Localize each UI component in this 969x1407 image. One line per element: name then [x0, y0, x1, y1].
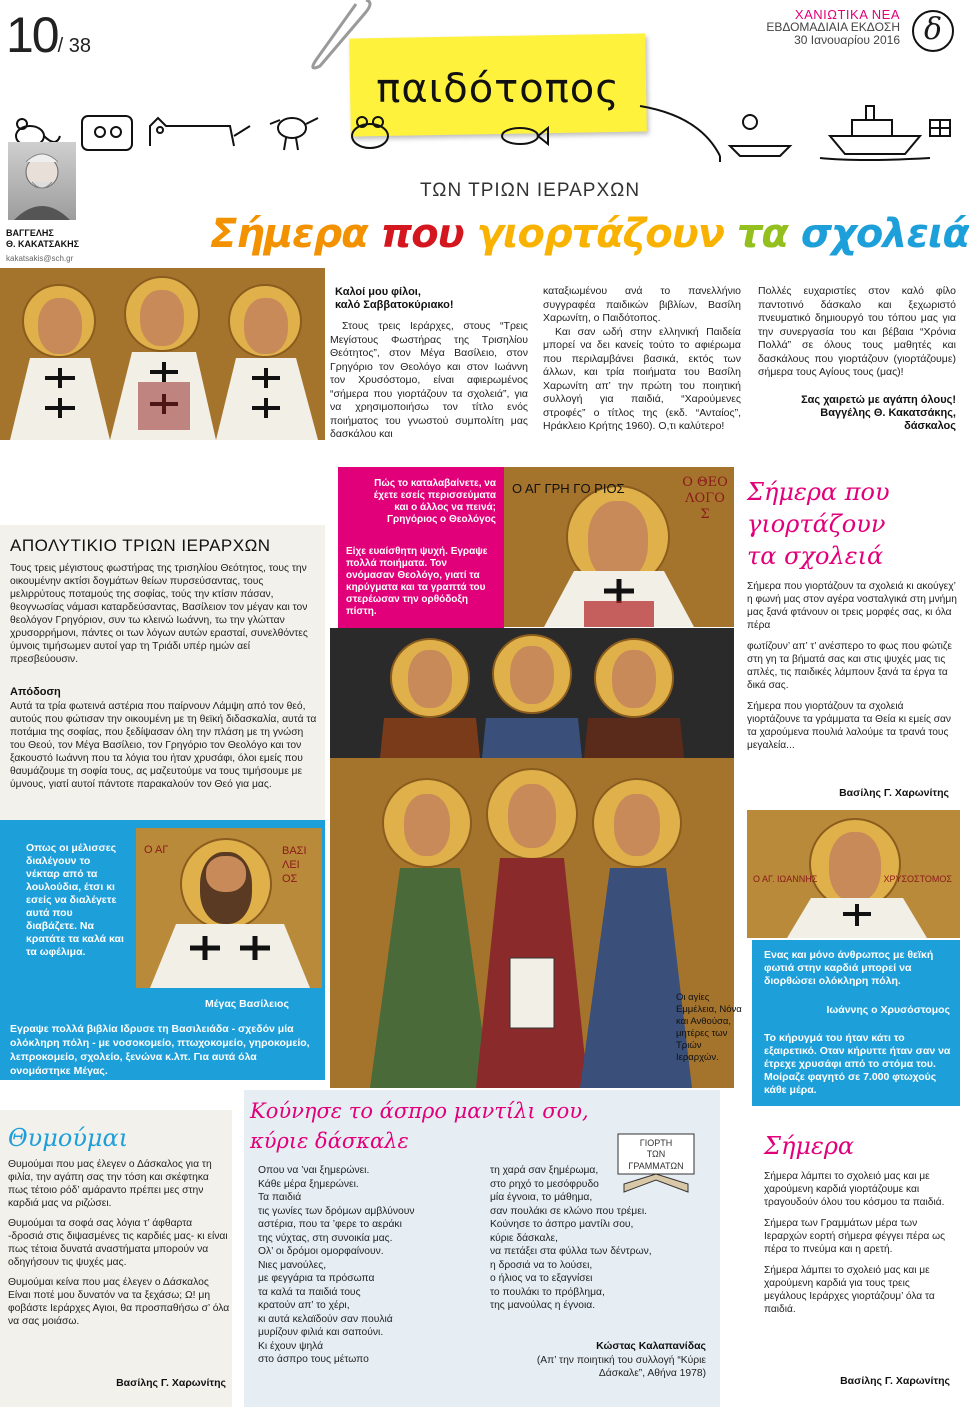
paperclip-icon: [296, 0, 386, 70]
apolytikio-title: ΑΠΟΛΥΤΙΚΙΟ ΤΡΙΩΝ ΙΕΡΑΡΧΩΝ: [10, 536, 271, 555]
kounise-left-line: της νύχτας, στη συνοικία μας.: [258, 1232, 393, 1244]
article-column-1: Στους τρεις Ιεράρχες, στους “Τρεις Μεγίστους Φωστήρας της Τρισηλίου Θεότητος”, στον Μέγα Βασίλειο, στον Γρηγόριο τον Θεολόγο και στον Ιωάννη τον Χρυσόστομο, είναι αφιερωμένος “σήμερα που γιορτάζουν τα σχολειά”, για να χρησιμοποιήσω τον τίτλο ενός ποιήματος του γνωστού συμπολίτη μας δασκάλου και: [330, 320, 528, 440]
fisherman-doodle-icon: [640, 106, 790, 162]
chrysostom-bio: Το κήρυγμά του ήταν κάτι το εξαιρετικό. Οταν κήρυττε ήταν σαν να έτρεχε χρυσάφι από το στόμα του. Μοίραζε φαγητό σε 7.000 φτωχούς κάθε μέρα.: [764, 1032, 951, 1096]
kounise-left-column: [258, 1164, 488, 1367]
sxoleia-stanza-2: φωτίζουν’ απ’ τ’ ανέσπερο το φως που φώτιζε στη γη τα βήματά σας και στις ψυχές μας τις απλές, τις παιδικές λάμπουν ξανά τα έργα τα δικά σας.: [747, 641, 952, 691]
basil-caption: Μέγας Βασίλειος: [205, 998, 289, 1010]
gregory-right-label: Ο ΘΕΟ ΛΟΓΟ Σ: [682, 475, 728, 522]
bird-doodle-icon: [270, 118, 318, 150]
kounise-right-line: κύριε δάσκαλε,: [490, 1232, 558, 1244]
kounise-left-line: αστέρια, που τα ’φερε το αεράκι: [258, 1219, 402, 1230]
kounise-signature: Κώστας Καλαπανίδας: [596, 1340, 706, 1352]
kounise-right-line: να πετάξει στα φύλλα των δέντρων,: [490, 1246, 652, 1257]
kounise-left-line: Τα παιδιά: [258, 1192, 302, 1203]
article-headline: [210, 210, 969, 258]
delta-logo: δ: [912, 10, 954, 52]
simera-stanza-3: Σήμερα λάμπει το σχολειό μας και με χαρούμενη καρδιά για τους τρεις μεγάλους Ιεράρχες γιορτάζουμ’ όλα τα παιδιά.: [764, 1265, 935, 1315]
basil-icon: [136, 828, 322, 988]
headline-word-1: Σήμερα: [210, 211, 368, 257]
author-photo: [8, 142, 76, 220]
author-name: ΒΑΓΓΕΛΗΣ Θ. ΚΑΚΑΤΣΑΚΗΣ: [6, 228, 80, 249]
simera-stanza-2: Σήμερα των Γραμμάτων μέρα των Ιεραρχών εορτή σήμερα φέγγει πέρα ως πέρα το πνεύμα και η αρετή.: [764, 1218, 945, 1255]
apolytikio-text: Τους τρεις μέγιστους φωστήρας της τρισηλίου Θεότητος, τους την οικουμένην ακτίσι δογμάτων θείων πυρσεύσαντας, τους μελιρρύτους ποταμούς της σοφίας, τούς την κτίσιν πάσαν, θεογνωσίας νάμασι καταρδεύσαντας, Βασίλειον τον μέγαν και τον θεολόγον Γρηγόριον, συν τω κλεινώ Ιωάννη, τω την γλώτταν χρυσορρήμονι, πάντες οι των λόγων αυτών ερασταί, συνελθόντες ύμνοις τιμήσωμεν αυτοί γαρ τη Τριάδι υπέρ ημών αεί πρεσβεύουσιν.: [10, 563, 308, 665]
simera-text: [764, 1170, 954, 1324]
gregory-question: Πώς το καταλαβαίνετε, να έχετε εσείς περισσεύματα και ο άλλος να πεινά; Γρηγόριος ο Θεολόγος: [373, 478, 496, 525]
kounise-left-line: Νιες μανούλες,: [258, 1259, 327, 1271]
page-number: 10/ 38: [6, 7, 91, 63]
three-hierarchs-icon: [0, 268, 325, 440]
simera-title: Σήμερα: [764, 1132, 855, 1160]
kounise-left-line: στο άσπρο τους μέτωπο: [258, 1354, 369, 1365]
kounise-right-line: Κούνησε το άσπρο μαντίλι σου,: [490, 1219, 634, 1230]
three-mothers-icon: [330, 628, 734, 1088]
kounise-title: Κούνησε το άσπρο μαντίλι σου, κύριε δάσκαλε: [250, 1099, 589, 1153]
apodosi-text: Αυτά τα τρία φωτεινά αστέρια που παίρνουν Λάμψη από τον θεό, αυτούς που φώτισαν την οικουμένη με τη θεϊκή διδασκαλία, αυτά τα ποτάμια της σοφίας, που ξεδίψασαν όλη την πλάση με τη γνώση του Θεού, τον Μέγα Βασίλειο, τον Γρηγόριο τον Θεολόγο και τον ξακουστό Ιωάννη που τα λόγια του ήταν χρυσάφι, όλοι εμείς που θαυμάζουμε τη σοφία τους, ας μαζευτούμε να τους τιμήσουμε με ύμνους, γιατί αυτοί πάντοτε παρακαλούν τον Θεό για μας.: [10, 701, 317, 790]
chrysostom-right-label: ΧΡΥΣΟΣΤΟΜΟΣ: [883, 874, 952, 884]
kounise-right-line: ο ήλιος να το εξαγνίσει: [490, 1273, 593, 1284]
thymoumai-stanza-2: Θυμούμαι τα σοφά σας λόγια τ’ άφθαρτα -δροσιά στις διψασμένες τις καρδιές μας- κι είναι πως τέτοια δυνατά αναστήματα μπορούν να οδηγήσουν τις ψυχές μας.: [8, 1218, 228, 1268]
chrysostom-left-label: Ο ΑΓ. ΙΩΑΝΝΗΣ: [753, 874, 818, 884]
basil-bio: Εγραψε πολλά βιβλία Ιδρυσε τη Βασιλειάδα - σχεδόν μία ολόκληρη πόλη - με νοσοκομείο, πτωχοκομείο, γηροκομείο, λεπροκομείο, σχολείο, ξενώνα κ.λπ. Για αυτά όλα ονομάστηκε Μέγας.: [10, 1023, 310, 1077]
chrysostom-name: Ιωάννης ο Χρυσόστομος: [826, 1004, 950, 1016]
three-mothers-caption: Οι αγίες Εμμέλεια, Νόνα και Ανθούσα, μητέρες των Τριών Ιεραρχών.: [676, 992, 742, 1063]
thymoumai-signature: Βασίλης Γ. Χαρωνίτης: [116, 1377, 226, 1389]
basil-left-label: Ο ΑΓ: [144, 844, 169, 856]
kounise-right-line: σαν πουλάκι σε κλώνο που τρέμει.: [490, 1205, 647, 1217]
page-total: / 38: [57, 35, 91, 57]
simera-signature: Βασίλης Γ. Χαρωνίτης: [840, 1375, 950, 1387]
basil-quote: Οπως οι μέλισσες διαλέγουν το νέκταρ από τα λουλούδια, έτσι κι εσείς να διαλέγετε αυτά που διαβάζετε. Να κρατάτε τα καλά και τα ωφέλιμα.: [26, 842, 124, 958]
kounise-left-line: τα καλά τα παιδιά τους: [258, 1286, 361, 1298]
issue-date: 30 Ιανουαρίου 2016: [794, 33, 900, 47]
section-title: παιδότοπος: [376, 66, 620, 112]
kounise-left-line: Κάθε μέρα ξημερώνει.: [258, 1178, 359, 1190]
thymoumai-text: [8, 1158, 230, 1335]
article-supertitle: ΤΩΝ ΤΡΙΩΝ ΙΕΡΑΡΧΩΝ: [420, 180, 641, 201]
stamp-line-1: ΓΙΟΡΤΗ: [639, 1138, 673, 1148]
kounise-source: (Απ’ την ποιητική του συλλογή “Κύριε Δάσκαλε”, Αθήνα 1978): [536, 1355, 706, 1379]
article-column-2: καταξιωμένου ανά το πανελλήνιο συγγραφέα παιδικών βιβλίων, Βασίλη Χαρωνίτη, ο Παιδότοπος. Και σαν ωδή στην ελληνική Παιδεία μπορεί να δει κανείς τούτο το αφιέρωμα που περιλαμβάνει βασικά, εκτός των άλλων, και τρία ποιήματα του Βασίλη Χαρωνίτη απ’ την πρώτη του ποιητική συλλογή για παιδιά, “Χαρούμενες στροφές” ο τίτλος της (εκδ. “Ανταίος”, Ηράκλειο Κρήτης 1960). Ο,τι καλύτερο!: [543, 285, 741, 432]
cat-doodle-icon: [150, 118, 250, 146]
sxoleia-poem-signature: Βασίλης Γ. Χαρωνίτης: [839, 787, 949, 799]
chrysostom-icon: [747, 810, 960, 938]
thymoumai-stanza-1: Θυμούμαι που μας έλεγεν ο Δάσκαλος για τη φιλία, την αγάπη σας την τόση και σκέφτηκα πως τέτοιο ρόδ’ αμάραντο πρέπει μες στην καρδιά μας να ριζώσει.: [8, 1159, 212, 1209]
headline-word-2: που: [380, 211, 464, 257]
headline-word-3: γιορτάζουν: [476, 211, 724, 257]
cat-book-doodle-icon: [82, 116, 132, 150]
edition: ΕΒΔΟΜΑΔΙΑΙΑ ΕΚΔΟΣΗ: [766, 20, 900, 34]
headline-word-5: σχολειά: [800, 211, 969, 257]
author-email: kakatsakis@sch.gr: [6, 254, 74, 263]
stamp-line-2: ΤΩΝ: [646, 1149, 666, 1159]
kounise-left-line: Οπου να ’ναι ξημερώνει.: [258, 1165, 370, 1176]
fish-doodle-icon: [502, 128, 548, 144]
apodosi-title: Απόδοση: [10, 686, 61, 698]
kounise-right-line: τη χαρά σαν ξημέρωμα,: [490, 1165, 599, 1176]
kounise-left-line: Ολ’ οι δρόμοι ομορφαίνουν.: [258, 1246, 384, 1257]
paper-name: ΧΑΝΙΩΤΙΚΑ ΝΕΑ: [794, 7, 900, 22]
kounise-left-line: με φεγγάρια τα πρόσωπα: [258, 1273, 375, 1284]
gregory-answer: Είχε ευαίσθητη ψυχή. Εγραψε πολλά ποιήματα. Τον ονόμασαν Θεολόγο, γιατί τα κηρύγματα και τα γραπτά του στερέωσαν την ορθόδοξη πίστη.: [346, 546, 488, 617]
kounise-right-line: μία έγνοια, το μάθημα,: [490, 1192, 593, 1203]
gregory-left-label: Ο ΑΓ ΓΡΗ ΓΟ ΡΙΟΣ: [512, 481, 625, 496]
kounise-left-line: τις γωνίες των δρόμων αμβλύνουν: [258, 1205, 415, 1217]
simera-stanza-1: Σήμερα λάμπει το σχολειό μας και με χαρούμενη καρδιά γιορτάζουμε και τραγουδούν όλου του κόσμου τα παιδιά.: [764, 1171, 945, 1208]
frog-doodle-icon: [352, 117, 388, 148]
gregory-icon: [504, 467, 734, 627]
chrysostom-quote: Ενας και μόνο άνθρωπος με θεϊκή φωτιά στην καρδιά μπορεί να διορθώσει ολόκληρη πόλη.: [764, 949, 934, 987]
headline-word-4: τα: [736, 211, 788, 257]
sxoleia-stanza-1: Σήμερα που γιορτάζουν τα σχολειά κι ακούγεχ’ η φωνή μας στον αγέρα νοσταλγικά στη μνήμη μας ξανά φτάνουν οι τρεις μορφές σας, κι όλα πέρα: [747, 581, 957, 631]
article-signature: Σας χαιρετώ με αγάπη όλους! Βαγγέλης Θ. Κακατσάκης, δάσκαλος: [801, 394, 956, 432]
kounise-left-line: μυρίζουν φιλιά και σαπούνι.: [258, 1327, 384, 1338]
sxoleia-poem-title: Σήμερα που γιορτάζουν τα σχολειά: [747, 478, 890, 570]
kounise-right-line: το πουλάκι το πρόβλημα,: [490, 1286, 605, 1298]
kounise-right-line: της μανούλας η έγνοια.: [490, 1300, 596, 1311]
thymoumai-stanza-3: Θυμούμαι κείνα που μας έλεγεν ο Δάσκαλος Είναι ποτέ μου δυνατόν να τα ξεχάσω; Ω! μη φοβάστε Ιεράρχες Αγιοι, θα προσπαθήσω σ’ όλα να σας μοιάσω.: [8, 1277, 230, 1327]
flag-doodle-icon: [930, 120, 950, 136]
doodle-strip: [0, 96, 960, 166]
sxoleia-poem-text: [747, 580, 957, 760]
paper-info: [766, 8, 900, 47]
kounise-left-line: Κι έχουν ψηλά: [258, 1340, 324, 1352]
sxoleia-stanza-3: Σήμερα που γιορτάζουν τα σχολειά γιορτάζουνε τα γράμματα τα Θεία κι εμείς σαν τα χαρούμενα πουλιά λαλούμε τα τρανά τους μεγαλεία...: [747, 701, 952, 751]
kounise-right-line: στο ρηχό το μεσόφρυδο: [490, 1178, 599, 1190]
greeting: Καλοί μου φίλοι, καλό Σαββατοκύριακο!: [335, 286, 454, 311]
kounise-right-line: η δροσιά να το λούσει,: [490, 1259, 593, 1271]
ship-doodle-icon: [820, 106, 930, 160]
thymoumai-title: Θυμούμαι: [8, 1124, 129, 1152]
article-column-3: Πολλές ευχαριστίες στον καλό φίλο παντοτινό δάσκαλο και ξεχωριστό πνευματικό δημιουργό του τόπου μας για την συνεργασία του και βέβαια “Χρόνια Πολλά” σε όλους τους μαθητές και δασκάλους που γιορτάζουν (γιορτάζουμε) σήμερα τους Αγίους τους (μας)!: [758, 285, 956, 378]
kounise-right-column: [490, 1164, 716, 1313]
kounise-left-line: κι αυτά κελαϊδούν σαν πουλιά: [258, 1313, 393, 1325]
stamp-line-3: ΓΡΑΜΜΑΤΩΝ: [628, 1161, 684, 1171]
basil-right-label: ΒΑΣΙ ΛΕΙ ΟΣ: [282, 845, 307, 885]
kounise-left-line: κρατούν απ’ το χέρι,: [258, 1300, 350, 1311]
